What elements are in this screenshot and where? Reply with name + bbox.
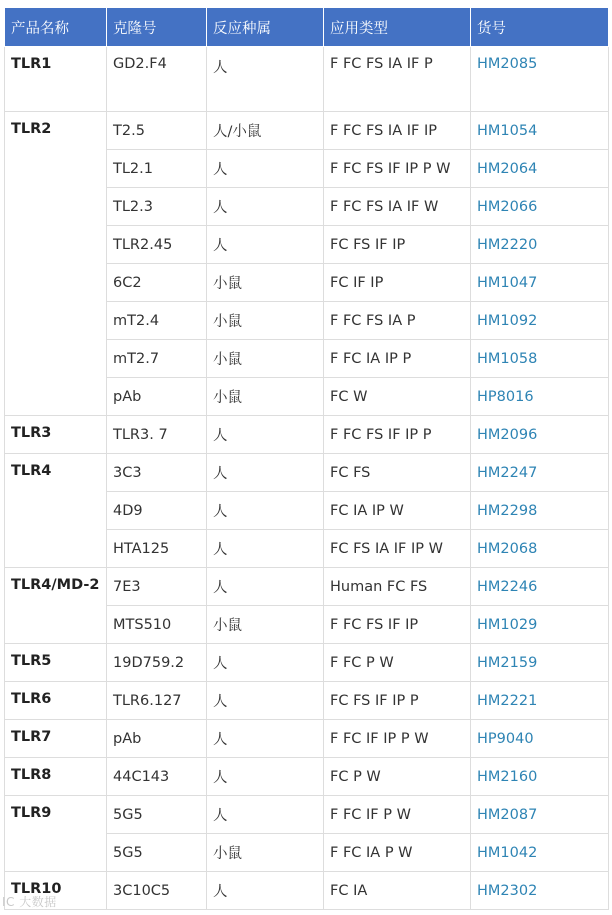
- catalog-number-link[interactable]: HM2246: [471, 568, 609, 606]
- catalog-number-link[interactable]: HM1029: [471, 606, 609, 644]
- clone-cell: mT2.4: [107, 302, 207, 340]
- clone-cell: 3C10C5: [107, 872, 207, 910]
- species-cell: 小鼠: [207, 834, 324, 872]
- clone-cell: pAb: [107, 720, 207, 758]
- species-cell: 小鼠: [207, 378, 324, 416]
- product-name-cell: TLR2: [5, 112, 107, 416]
- product-name-cell: TLR1: [5, 47, 107, 112]
- application-cell: F FC IA P W: [324, 834, 471, 872]
- table-row: [5, 112, 609, 150]
- table-row: [5, 416, 609, 454]
- species-cell: 人/小鼠: [207, 112, 324, 150]
- product-name-cell: TLR5: [5, 644, 107, 682]
- application-cell: F FC IF P W: [324, 796, 471, 834]
- catalog-number-link[interactable]: HM1054: [471, 112, 609, 150]
- clone-cell: 5G5: [107, 796, 207, 834]
- clone-cell: 7E3: [107, 568, 207, 606]
- application-cell: Human FC FS: [324, 568, 471, 606]
- clone-cell: TL2.3: [107, 188, 207, 226]
- clone-cell: TLR2.45: [107, 226, 207, 264]
- product-name-cell: TLR6: [5, 682, 107, 720]
- table-row: [5, 644, 609, 682]
- species-cell: 人: [207, 492, 324, 530]
- catalog-number-link[interactable]: HM2064: [471, 150, 609, 188]
- species-cell: 人: [207, 758, 324, 796]
- clone-cell: HTA125: [107, 530, 207, 568]
- application-cell: F FC IA IP P: [324, 340, 471, 378]
- species-cell: 人: [207, 644, 324, 682]
- catalog-number-link[interactable]: HM2302: [471, 872, 609, 910]
- species-cell: 小鼠: [207, 302, 324, 340]
- product-name-cell: TLR4/MD-2: [5, 568, 107, 644]
- clone-cell: TL2.1: [107, 150, 207, 188]
- table-row: [5, 758, 609, 796]
- table-row: [5, 568, 609, 606]
- clone-cell: 6C2: [107, 264, 207, 302]
- catalog-number-link[interactable]: HM1092: [471, 302, 609, 340]
- table-body: [5, 47, 609, 910]
- product-name-cell: TLR3: [5, 416, 107, 454]
- application-cell: F FC FS IA IF W: [324, 188, 471, 226]
- header-application: 应用类型: [324, 8, 471, 47]
- table-row: [5, 682, 609, 720]
- catalog-number-link[interactable]: HM1042: [471, 834, 609, 872]
- catalog-number-link[interactable]: HM2096: [471, 416, 609, 454]
- product-name-cell: TLR9: [5, 796, 107, 872]
- species-cell: 人: [207, 47, 324, 112]
- table-header: [5, 8, 609, 47]
- application-cell: F FC P W: [324, 644, 471, 682]
- clone-cell: TLR6.127: [107, 682, 207, 720]
- application-cell: FC IF IP: [324, 264, 471, 302]
- catalog-number-link[interactable]: HM2298: [471, 492, 609, 530]
- species-cell: 小鼠: [207, 340, 324, 378]
- application-cell: F FC FS IF IP P: [324, 416, 471, 454]
- header-product-name: 产品名称: [5, 8, 107, 47]
- product-name-cell: TLR10: [5, 872, 107, 910]
- application-cell: FC FS IF IP: [324, 226, 471, 264]
- application-cell: FC P W: [324, 758, 471, 796]
- application-cell: FC W: [324, 378, 471, 416]
- species-cell: 人: [207, 226, 324, 264]
- product-name-cell: TLR8: [5, 758, 107, 796]
- clone-cell: MTS510: [107, 606, 207, 644]
- application-cell: F FC FS IA IF P: [324, 47, 471, 112]
- table-row: [5, 796, 609, 834]
- products-table: [4, 7, 609, 910]
- clone-cell: 3C3: [107, 454, 207, 492]
- table-row: [5, 720, 609, 758]
- application-cell: FC FS IA IF IP W: [324, 530, 471, 568]
- catalog-number-link[interactable]: HM2068: [471, 530, 609, 568]
- clone-cell: mT2.7: [107, 340, 207, 378]
- clone-cell: T2.5: [107, 112, 207, 150]
- application-cell: F FC FS IA P: [324, 302, 471, 340]
- application-cell: FC FS IF IP P: [324, 682, 471, 720]
- species-cell: 人: [207, 568, 324, 606]
- application-cell: F FC FS IA IF IP: [324, 112, 471, 150]
- product-name-cell: TLR7: [5, 720, 107, 758]
- species-cell: 人: [207, 188, 324, 226]
- catalog-number-link[interactable]: HP9040: [471, 720, 609, 758]
- application-cell: F FC IF IP P W: [324, 720, 471, 758]
- header-clone: 克隆号: [107, 8, 207, 47]
- species-cell: 人: [207, 530, 324, 568]
- species-cell: 人: [207, 454, 324, 492]
- clone-cell: pAb: [107, 378, 207, 416]
- table-row: [5, 872, 609, 910]
- catalog-number-link[interactable]: HM2066: [471, 188, 609, 226]
- table-row: [5, 47, 609, 112]
- catalog-number-link[interactable]: HM2159: [471, 644, 609, 682]
- species-cell: 人: [207, 720, 324, 758]
- catalog-number-link[interactable]: HM1058: [471, 340, 609, 378]
- catalog-number-link[interactable]: HM2085: [471, 47, 609, 112]
- catalog-number-link[interactable]: HM2220: [471, 226, 609, 264]
- species-cell: 小鼠: [207, 264, 324, 302]
- clone-cell: TLR3. 7: [107, 416, 207, 454]
- header-row: [5, 8, 609, 47]
- catalog-number-link[interactable]: HM2160: [471, 758, 609, 796]
- clone-cell: GD2.F4: [107, 47, 207, 112]
- species-cell: 人: [207, 150, 324, 188]
- clone-cell: 5G5: [107, 834, 207, 872]
- clone-cell: 19D759.2: [107, 644, 207, 682]
- clone-cell: 44C143: [107, 758, 207, 796]
- table-row: [5, 454, 609, 492]
- catalog-number-link[interactable]: HM2087: [471, 796, 609, 834]
- species-cell: 人: [207, 416, 324, 454]
- clone-cell: 4D9: [107, 492, 207, 530]
- species-cell: 人: [207, 872, 324, 910]
- application-cell: FC FS: [324, 454, 471, 492]
- watermark: IC 大数据: [2, 895, 57, 909]
- species-cell: 小鼠: [207, 606, 324, 644]
- species-cell: 人: [207, 796, 324, 834]
- catalog-number-link[interactable]: HM1047: [471, 264, 609, 302]
- header-catalog-number: 货号: [471, 8, 609, 47]
- application-cell: FC IA: [324, 872, 471, 910]
- catalog-number-link[interactable]: HP8016: [471, 378, 609, 416]
- header-species: 反应种属: [207, 8, 324, 47]
- product-name-cell: TLR4: [5, 454, 107, 568]
- catalog-number-link[interactable]: HM2221: [471, 682, 609, 720]
- application-cell: F FC FS IF IP: [324, 606, 471, 644]
- catalog-number-link[interactable]: HM2247: [471, 454, 609, 492]
- application-cell: F FC FS IF IP P W: [324, 150, 471, 188]
- species-cell: 人: [207, 682, 324, 720]
- application-cell: FC IA IP W: [324, 492, 471, 530]
